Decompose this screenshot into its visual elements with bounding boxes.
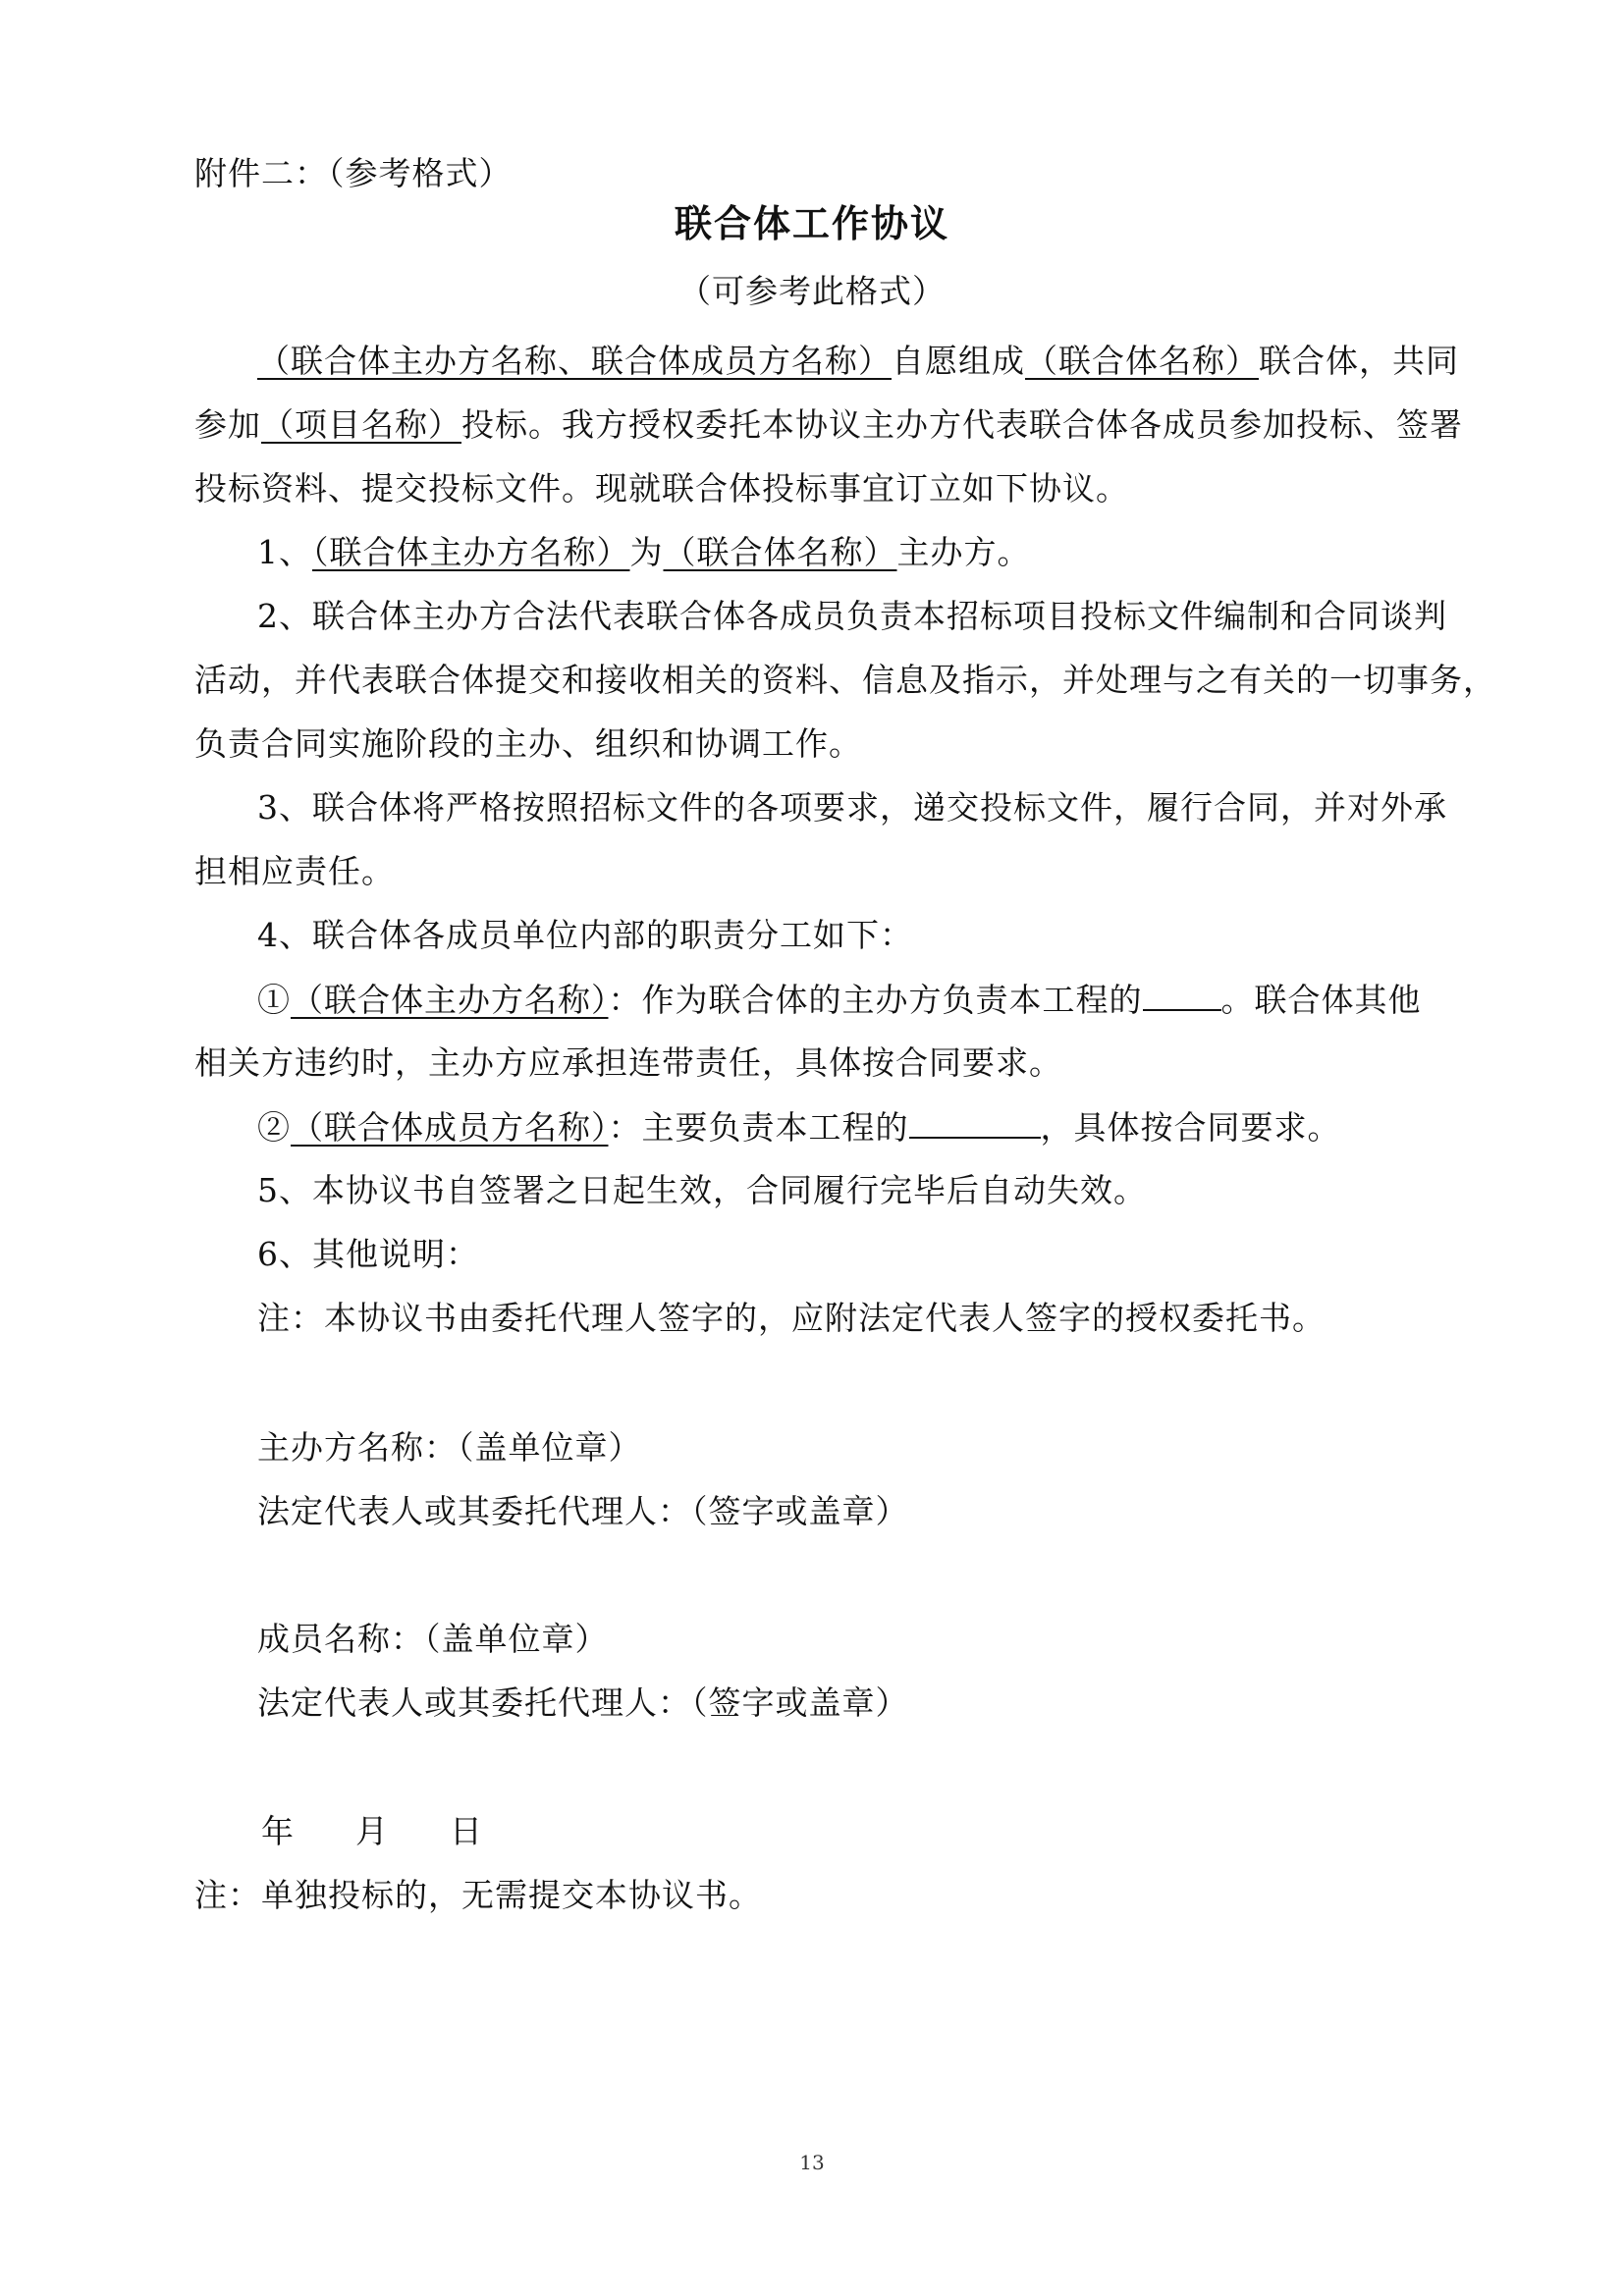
item-1-text: 。联合体其他 [1220,981,1422,1019]
intro-text: 参加 [194,405,261,444]
item-1-text: ：作为联合体的主办方负责本工程的 [608,981,1143,1019]
lead-party-signature-rep: 法定代表人或其委托代理人：（签字或盖章） [257,1492,909,1530]
note-authorization: 注：本协议书由委托代理人签字的，应附法定代表人签字的授权委托书。 [257,1299,1326,1337]
clause-6: 6、其他说明： [257,1235,479,1273]
clause-4-item-2 [257,1107,1341,1148]
intro-line-1 [257,342,1459,381]
date-month: 月 [355,1812,389,1850]
intro-text: 投标。我方授权委托本协议主办方代表联合体各成员参加投标、签署 [461,405,1463,444]
date-year: 年 [261,1812,295,1850]
clause-3-line-2: 担相应责任。 [194,852,395,890]
item-1-number: ① [257,981,291,1019]
lead-party-signature-name: 主办方名称：（盖单位章） [257,1428,642,1467]
date-line [261,1812,483,1851]
intro-text: 联合体，共同 [1259,342,1459,380]
clause-1-text: 为 [629,533,664,571]
clause-4-item-1-line-2: 相关方违约时，主办方应承担连带责任，具体按合同要求。 [194,1043,1062,1082]
consortium-name-placeholder: （联合体名称） [1025,342,1259,380]
party-names-placeholder: （联合体主办方名称、联合体成员方名称） [257,342,892,380]
item-2-text: ，具体按合同要求。 [1040,1108,1341,1147]
document-subtitle: （可参考此格式） [678,272,946,310]
attachment-label: 附件二：（参考格式） [194,154,513,192]
clause-2-line-2: 活动，并代表联合体提交和接收相关的资料、信息及指示，并处理与之有关的一切事务， [194,661,1496,699]
lead-party-placeholder: （联合体主办方名称） [312,533,630,571]
lead-party-placeholder: （联合体主办方名称） [291,981,609,1019]
intro-text: 自愿组成 [892,342,1025,380]
document-title: 联合体工作协议 [674,202,949,245]
intro-line-2 [194,405,1463,445]
clause-4-line-1: 4、联合体各成员单位内部的职责分工如下： [257,916,913,954]
clause-4-item-1 [257,980,1422,1020]
clause-2-line-3: 负责合同实施阶段的主办、组织和协调工作。 [194,724,862,763]
clause-2-line-1: 2、联合体主办方合法代表联合体各成员负责本招标项目投标文件编制和合同谈判 [257,597,1447,635]
intro-line-3: 投标资料、提交投标文件。现就联合体投标事宜订立如下协议。 [194,469,1129,507]
clause-1-number: 1、 [257,533,312,571]
clause-5: 5、本协议书自签署之日起生效，合同履行完毕后自动失效。 [257,1171,1147,1209]
clause-1 [257,533,1031,572]
member-signature-rep: 法定代表人或其委托代理人：（签字或盖章） [257,1683,909,1722]
clause-3-line-1: 3、联合体将严格按照招标文件的各项要求，递交投标文件，履行合同，并对外承 [257,788,1447,827]
consortium-name-placeholder: （联合体名称） [663,533,897,571]
clause-1-text: 主办方。 [896,533,1031,571]
member-signature-name: 成员名称：（盖单位章） [257,1620,609,1658]
page-number: 13 [799,2151,825,2174]
item-2-text: ：主要负责本工程的 [608,1108,909,1147]
fill-in-blank [1143,980,1221,1011]
member-party-placeholder: （联合体成员方名称） [291,1108,609,1147]
date-day: 日 [450,1812,483,1850]
item-2-number: ② [257,1108,291,1147]
project-name-placeholder: （项目名称） [261,405,461,444]
note-single-bidder: 注：单独投标的，无需提交本协议书。 [194,1876,762,1914]
fill-in-blank [909,1107,1041,1139]
